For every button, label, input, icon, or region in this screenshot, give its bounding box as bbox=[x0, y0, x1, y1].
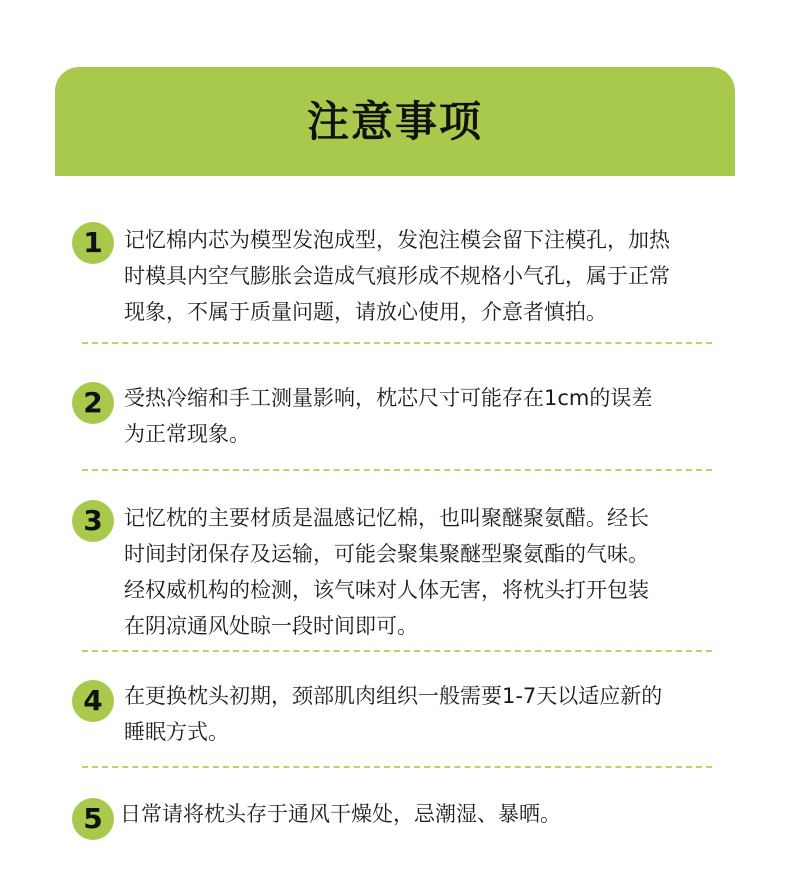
divider-4 bbox=[82, 766, 712, 768]
number-badge-3: 3 bbox=[72, 500, 114, 542]
notice-text-3: 记忆枕的主要材质是温感记忆棉，也叫聚醚聚氨醋。经长 时间封闭保存及运输，可能会聚集聚醚型聚氨酯的气味。 经权威机构的检测，该气味对人体无害，将枕头打开包装 在阴凉通风处晾一段时间即可。 bbox=[124, 506, 649, 638]
notice-text-5: 日常请将枕头存于通风干燥处，忌潮湿、暴晒。 bbox=[120, 802, 561, 826]
number-badge-5: 5 bbox=[72, 798, 114, 840]
number-badge-1: 1 bbox=[72, 222, 114, 264]
number-badge-2: 2 bbox=[72, 382, 114, 424]
notice-text-4: 在更换枕头初期，颈部肌肉组织一般需要1-7天以适应新的 睡眠方式。 bbox=[124, 684, 663, 744]
number-badge-4: 4 bbox=[72, 680, 114, 722]
page-title: 注意事项 bbox=[306, 96, 483, 146]
notice-text-2: 受热冷缩和手工测量影响，枕芯尺寸可能存在1cm的误差 为正常现象。 bbox=[124, 386, 653, 446]
notice-text-1: 记忆棉内芯为模型发泡成型，发泡注模会留下注模孔，加热 时模具内空气膨胀会造成气痕形成不规格小气孔，属于正常 现象，不属于质量问题，请放心使用，介意者慎拍。 bbox=[124, 228, 670, 324]
divider-1 bbox=[82, 342, 712, 344]
divider-2 bbox=[82, 469, 712, 471]
divider-3 bbox=[82, 650, 712, 652]
header-banner bbox=[55, 67, 735, 176]
